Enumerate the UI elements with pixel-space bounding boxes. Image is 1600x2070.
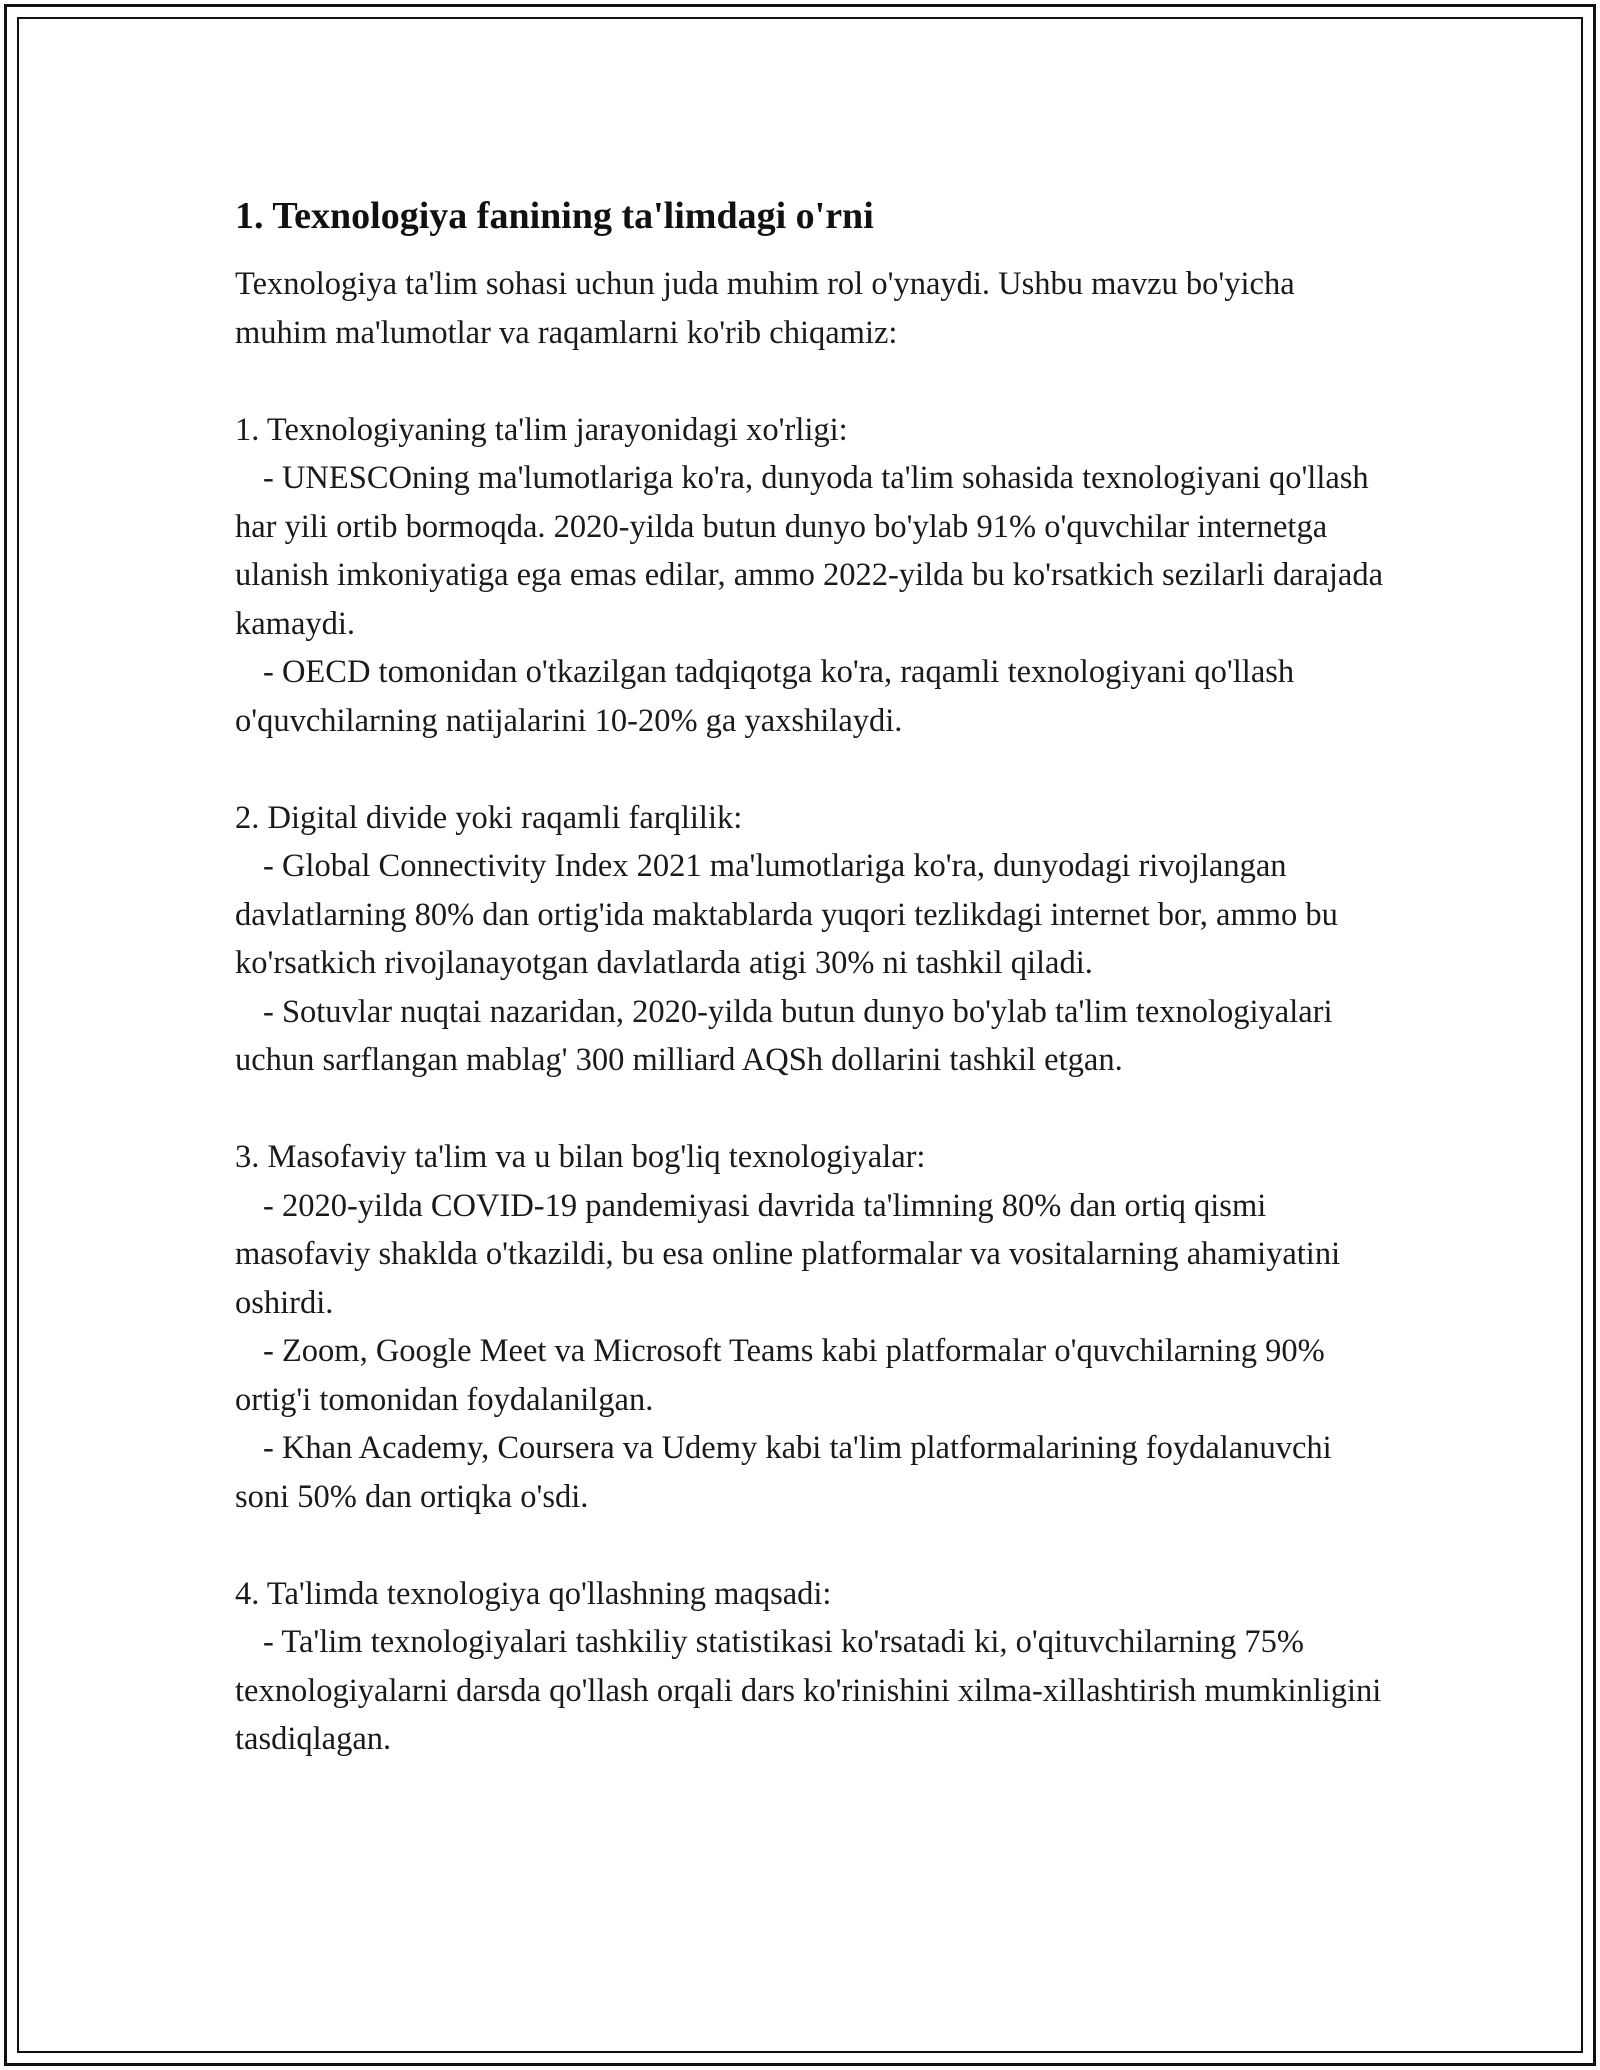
section-heading: 1. Texnologiyaning ta'lim jarayonidagi xo'rligi: [235, 411, 848, 448]
bullet-item: - Sotuvlar nuqtai nazaridan, 2020-yilda butun dunyo bo'ylab ta'lim texnologiyalari uchun sarflangan mablag' 300 milliard AQSh dollarini tashkil etgan. [235, 993, 1333, 1078]
bullet-item: - Khan Academy, Coursera va Udemy kabi ta'lim platformalarining foydalanuvchi soni 50% dan ortiqka o'sdi. [235, 1430, 1332, 1515]
document-title: 1. Texnologiya fanining ta'limdagi o'rni [235, 195, 874, 237]
section-4 [235, 1570, 1385, 1764]
section-heading: 3. Masofaviy ta'lim va u bilan bog'liq texnologiyalar: [235, 1139, 926, 1175]
section-2 [235, 794, 1385, 1085]
section-1 [235, 406, 1385, 746]
bullet-item: - OECD tomonidan o'tkazilgan tadqiqotga ko'ra, raqamli texnologiyani qo'llash o'quvchilarning natijalarini 10-20% ga yaxshilaydi. [235, 654, 1295, 739]
bullet-item: - Ta'lim texnologiyalari tashkiliy statistikasi ko'rsatadi ki, o'qituvchilarning 75% texnologiyalarni darsda qo'llash orqali dars ko'rinishini xilma-xillashtirish mumkinligini tasdiqlagan. [235, 1624, 1382, 1757]
section-heading: 2. Digital divide yoki raqamli farqlilik: [235, 799, 743, 836]
section-3 [235, 1133, 1385, 1521]
section-heading: 4. Ta'limda texnologiya qo'llashning maqsadi: [235, 1575, 832, 1612]
bullet-item: - Global Connectivity Index 2021 ma'lumotlariga ko'ra, dunyodagi rivojlangan davlatlarning 80% dan ortig'ida maktablarda yuqori tezlikdagi internet bor, ammo bu ko'rsatkich rivojlanayotgan davlatlarda atigi 30% ni tashkil qiladi. [235, 848, 1338, 981]
bullet-item: - UNESCOning ma'lumotlariga ko'ra, dunyoda ta'lim sohasida texnologiyani qo'llash har yili ortib bormoqda. 2020-yilda butun dunyo bo'ylab 91% o'quvchilar internetga ulanish imkoniyatiga ega emas edilar, ammo 2022-yilda bu ko'rsatkich sezilarli darajada kamaydi. [235, 460, 1384, 642]
document-body [235, 188, 1385, 1764]
bullet-item: - 2020-yilda COVID-19 pandemiyasi davrida ta'limning 80% dan ortiq qismi masofaviy shaklda o'tkazildi, bu esa online platformalar va vositalarning ahamiyatini oshirdi. [235, 1187, 1341, 1321]
bullet-item: - Zoom, Google Meet va Microsoft Teams kabi platformalar o'quvchilarning 90% ortig'i tomonidan foydalanilgan. [235, 1333, 1325, 1418]
intro-paragraph: Texnologiya ta'lim sohasi uchun juda muhim rol o'ynaydi. Ushbu mavzu bo'yicha muhim ma'lumotlar va raqamlarni ko'rib chiqamiz: [235, 266, 1303, 351]
